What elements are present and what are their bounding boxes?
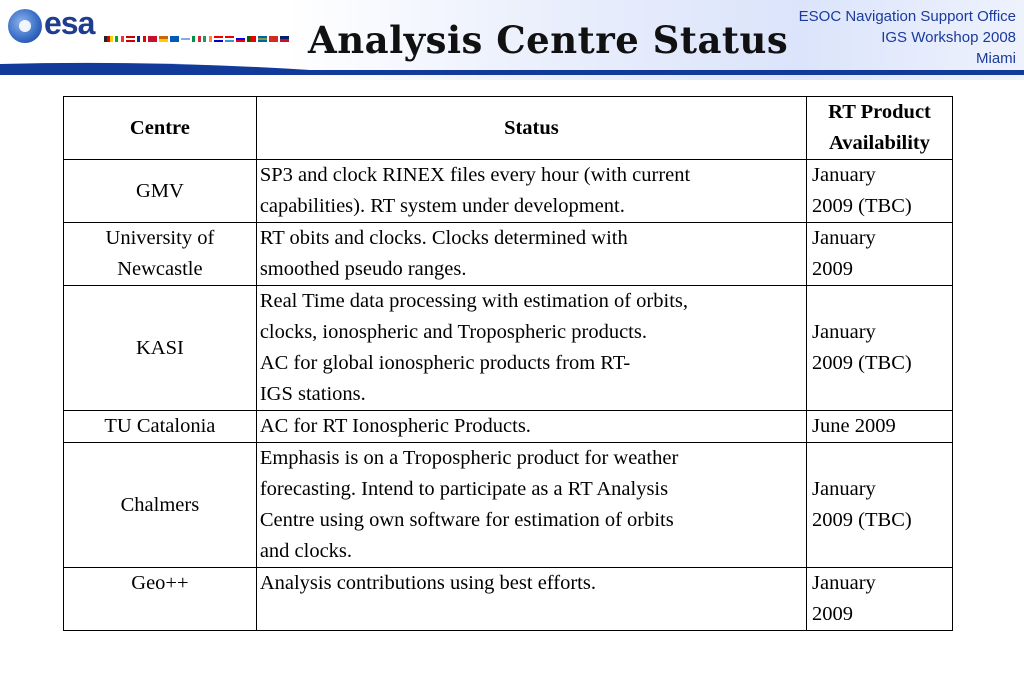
centre-name: KASI xyxy=(135,336,184,359)
centre-cell xyxy=(64,160,257,223)
status-line: AC for RT Ionospheric Products. xyxy=(259,415,531,437)
centre-name: Chalmers xyxy=(120,493,200,516)
availability-line: January xyxy=(812,321,876,343)
table-row xyxy=(64,568,953,631)
availability-cell xyxy=(807,223,953,286)
status-line: and clocks. xyxy=(259,540,353,562)
column-header-rt-availability xyxy=(807,97,953,160)
availability-cell xyxy=(807,286,953,411)
status-table xyxy=(63,96,953,631)
availability-cell xyxy=(807,443,953,568)
header-label: RT Product xyxy=(828,101,931,123)
centre-name: TU Catalonia xyxy=(104,415,216,437)
centre-cell xyxy=(64,443,257,568)
header-label: Status xyxy=(504,116,559,139)
centre-name: University of xyxy=(105,227,215,249)
availability-line: 2009 xyxy=(812,603,854,625)
organisation-info xyxy=(799,6,1016,69)
status-cell xyxy=(256,160,806,223)
availability-cell xyxy=(807,160,953,223)
table-row xyxy=(64,223,953,286)
centre-cell xyxy=(64,223,257,286)
status-line: Centre using own software for estimation of orbits xyxy=(259,509,674,531)
status-cell xyxy=(256,286,806,411)
status-line: forecasting. Intend to participate as a RT Analysis xyxy=(259,478,669,500)
status-line: Emphasis is on a Tropospheric product for weather xyxy=(259,447,679,469)
table-row xyxy=(64,160,953,223)
centre-cell xyxy=(64,411,257,443)
page-title: Analysis Centre Status xyxy=(308,18,789,62)
centre-cell xyxy=(64,286,257,411)
status-cell xyxy=(256,411,806,443)
status-line: clocks, ionospheric and Tropospheric products. xyxy=(259,321,647,343)
availability-line: January xyxy=(812,227,876,249)
availability-line: January xyxy=(812,478,876,500)
status-line: IGS stations. xyxy=(259,383,366,405)
status-line: Analysis contributions using best efforts. xyxy=(259,572,596,594)
availability-line: 2009 (TBC) xyxy=(812,509,912,531)
header-bar xyxy=(0,70,1024,75)
status-line: smoothed pseudo ranges. xyxy=(259,258,467,280)
column-header-status xyxy=(256,97,806,160)
esa-logo-text: esa xyxy=(44,5,95,41)
availability-line: June 2009 xyxy=(812,415,896,437)
availability-line: 2009 (TBC) xyxy=(812,352,912,374)
workshop-location: Miami xyxy=(976,50,1016,67)
table-row xyxy=(64,411,953,443)
availability-line: January xyxy=(812,572,876,594)
workshop-name: IGS Workshop 2008 xyxy=(881,29,1016,46)
table-header-row xyxy=(64,97,953,160)
centre-name: GMV xyxy=(135,179,184,202)
status-line: Real Time data processing with estimation of orbits, xyxy=(259,290,688,312)
status-line: capabilities). RT system under development. xyxy=(259,195,625,217)
status-cell xyxy=(256,568,806,631)
status-cell xyxy=(256,223,806,286)
status-cell xyxy=(256,443,806,568)
esa-logo xyxy=(8,5,118,45)
table-row xyxy=(64,443,953,568)
org-name: ESOC Navigation Support Office xyxy=(798,8,1016,25)
esa-logo-icon xyxy=(8,9,42,43)
member-flags xyxy=(104,36,289,42)
status-line: RT obits and clocks. Clocks determined with xyxy=(259,227,628,249)
table-row xyxy=(64,286,953,411)
availability-line: 2009 (TBC) xyxy=(812,195,912,217)
status-line: SP3 and clock RINEX files every hour (with current xyxy=(259,164,691,186)
slide-header xyxy=(0,0,1024,80)
availability-cell xyxy=(807,568,953,631)
header-label: Availability xyxy=(829,132,931,154)
centre-cell xyxy=(64,568,257,631)
centre-name: Geo++ xyxy=(131,572,189,594)
status-line: AC for global ionospheric products from RT- xyxy=(259,352,631,374)
centre-name: Newcastle xyxy=(117,258,203,280)
availability-line: 2009 xyxy=(812,258,854,280)
column-header-centre xyxy=(64,97,257,160)
availability-line: January xyxy=(812,164,876,186)
availability-cell xyxy=(807,411,953,443)
header-label: Centre xyxy=(129,116,190,139)
